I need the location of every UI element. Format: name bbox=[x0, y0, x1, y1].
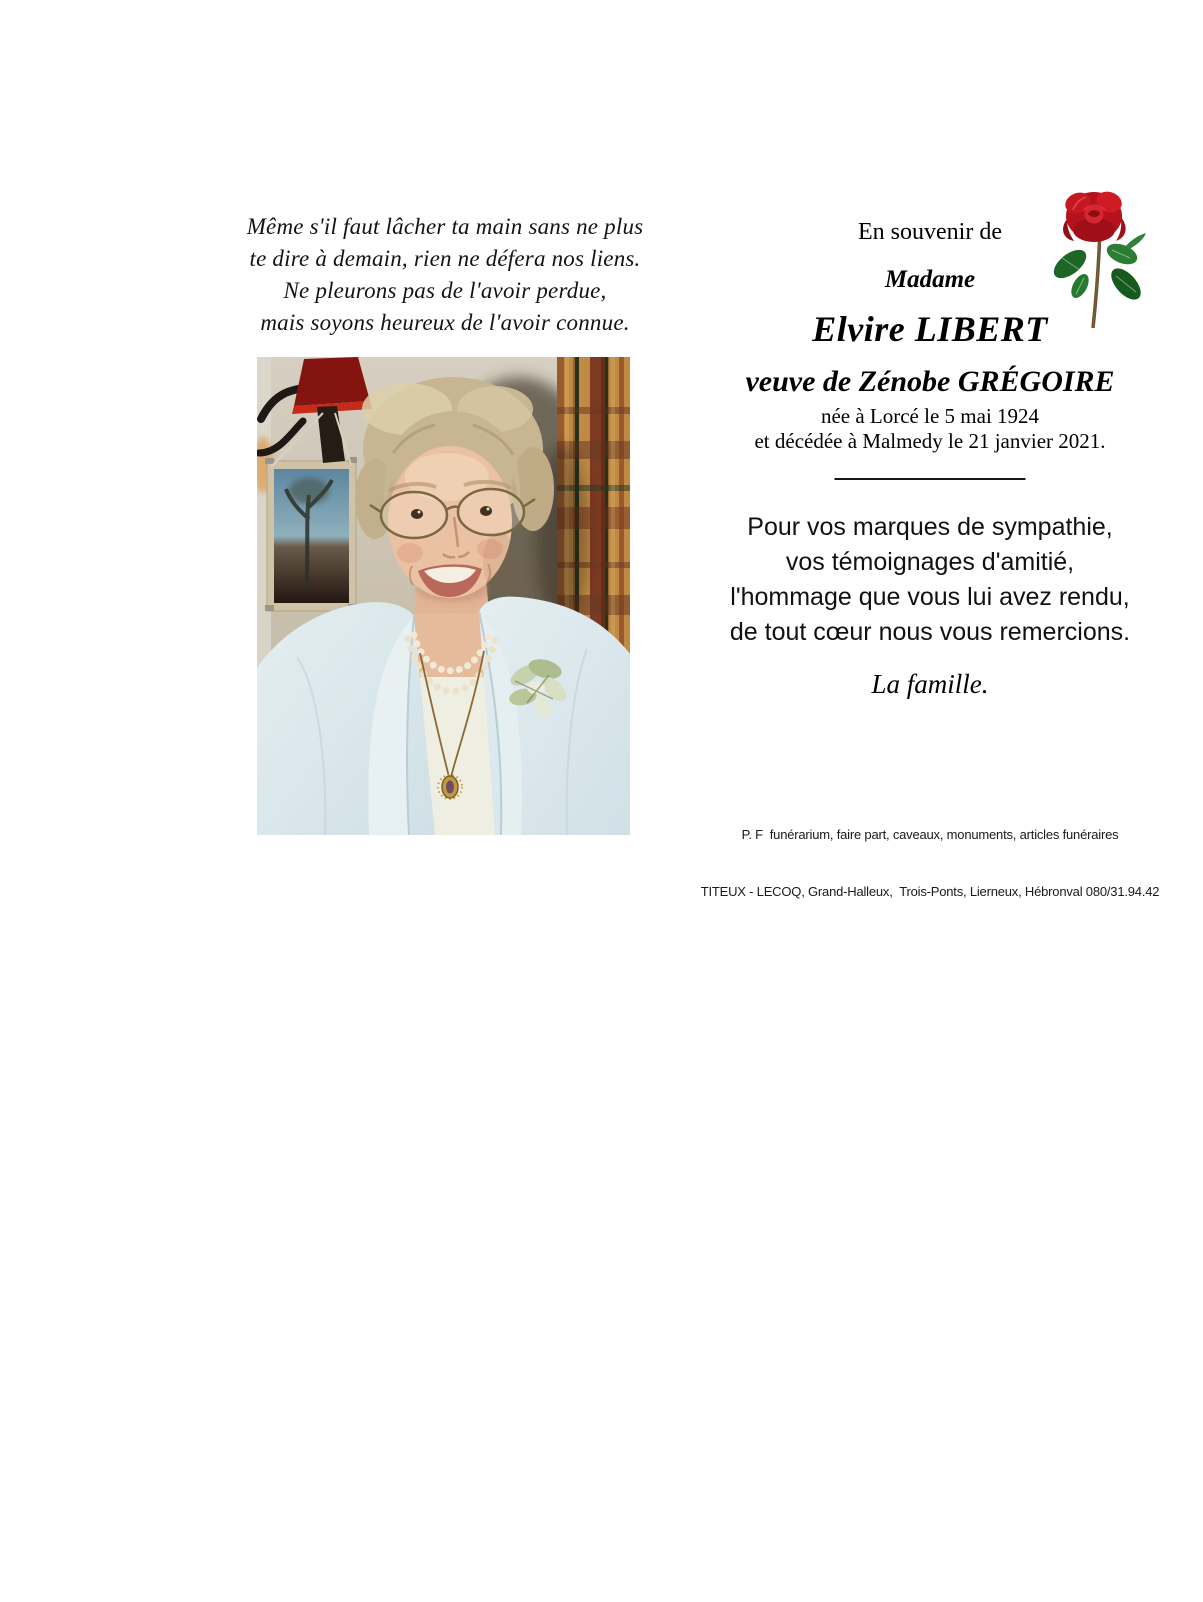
poem bbox=[200, 211, 690, 339]
thanks-line-4: de tout cœur nous vous remercions. bbox=[729, 618, 1131, 646]
family-signature: La famille. bbox=[871, 669, 989, 699]
divider-line bbox=[835, 478, 1026, 480]
title-line: Madame bbox=[884, 266, 976, 293]
thanks-block bbox=[695, 510, 1165, 650]
thanks-line-1: Pour vos marques de sympathie, bbox=[747, 513, 1113, 541]
portrait-illustration bbox=[257, 357, 630, 835]
thanks-line-3: l'hommage que vous lui avez rendu, bbox=[730, 583, 1130, 611]
death-line: et décédée à Malmedy le 21 janvier 2021. bbox=[754, 429, 1106, 453]
birth-line: née à Lorcé le 5 mai 1924 bbox=[820, 404, 1040, 428]
deceased-name: Elvire LIBERT bbox=[812, 309, 1048, 349]
portrait-photo bbox=[257, 357, 630, 835]
poem-line-3: Ne pleurons pas de l'avoir perdue, bbox=[283, 278, 607, 303]
footer-line-2: TITEUX - LECOQ, Grand-Halleux, Trois-Ponts, Lierneux, Hébronval 080/31.94.42 bbox=[700, 884, 1160, 899]
poem-line-4: mais soyons heureux de l'avoir connue. bbox=[260, 310, 630, 335]
poem-line-1: Même s'il faut lâcher ta main sans ne plus bbox=[246, 214, 644, 239]
footer-line-1: P. F funérarium, faire part, caveaux, monuments, articles funéraires bbox=[741, 827, 1119, 842]
intro-line: En souvenir de bbox=[858, 219, 1002, 245]
thanks-line-2: vos témoignages d'amitié, bbox=[785, 548, 1075, 576]
widow-line: veuve de Zénobe GRÉGOIRE bbox=[745, 365, 1115, 398]
funeral-home-footer bbox=[695, 787, 1165, 939]
poem-line-2: te dire à demain, rien ne défera nos liens. bbox=[249, 246, 641, 271]
